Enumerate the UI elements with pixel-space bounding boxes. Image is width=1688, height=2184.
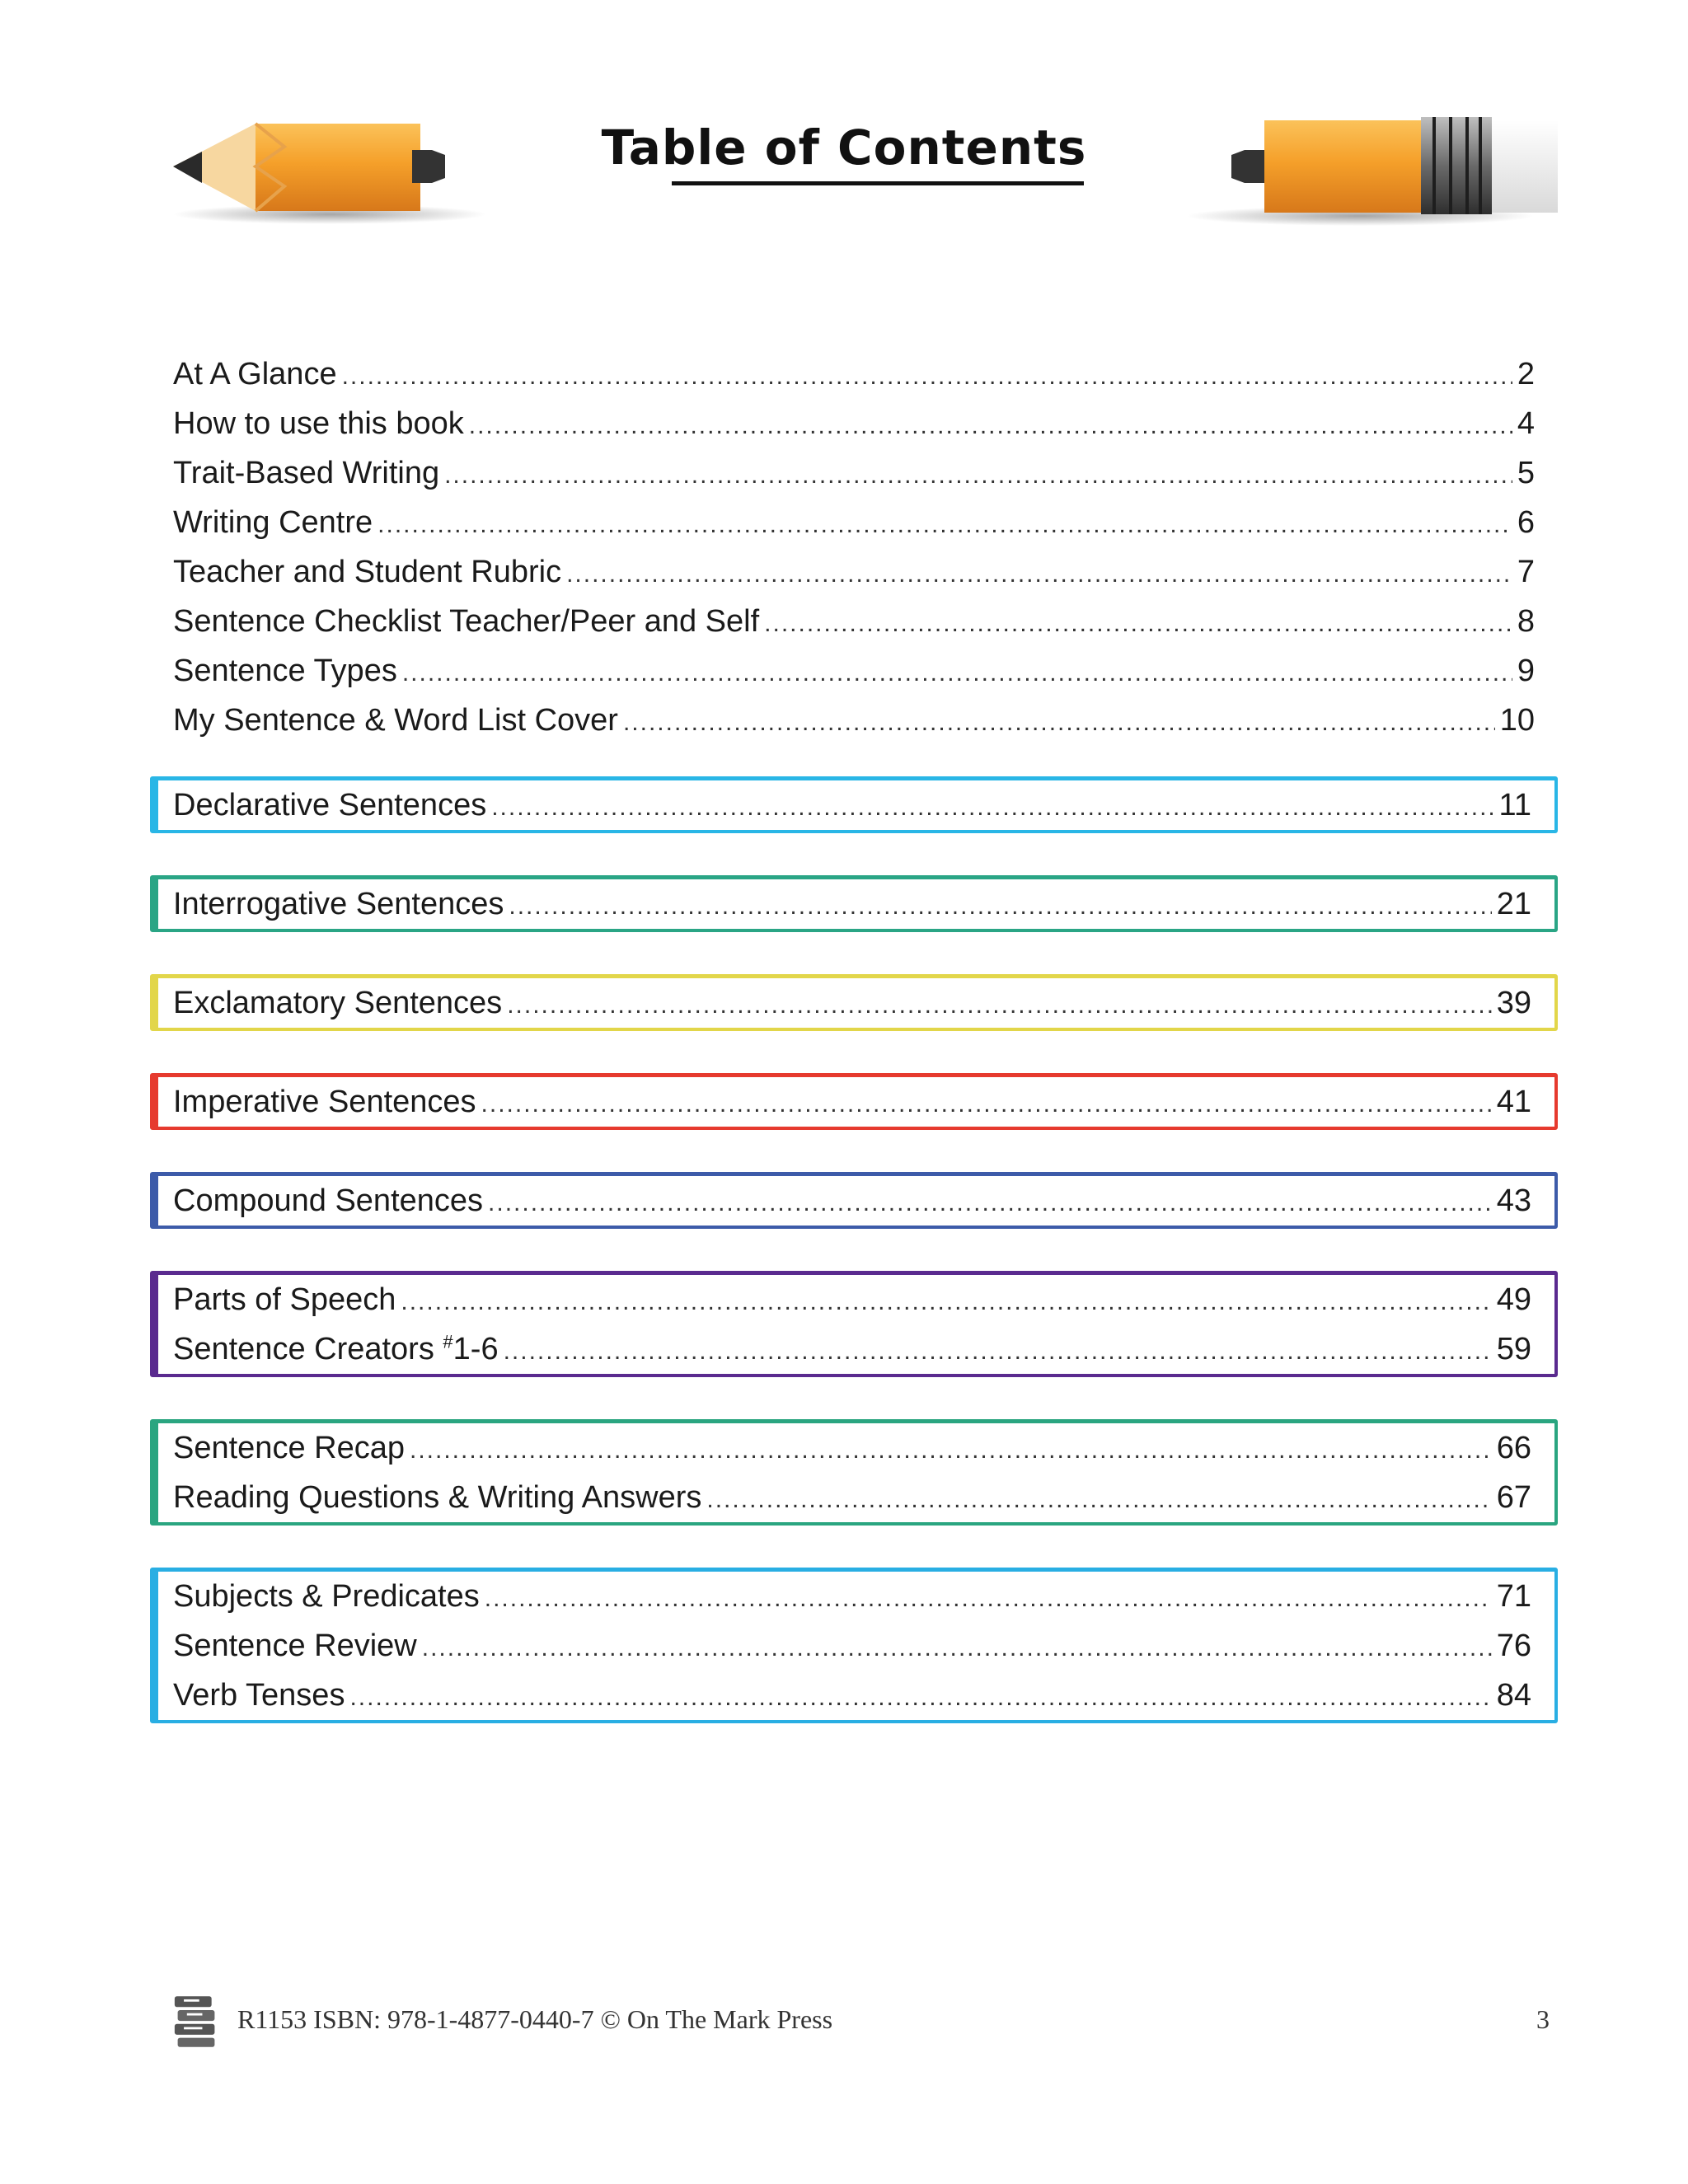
- toc-entry-label: My Sentence & Word List Cover: [173, 703, 618, 738]
- toc-entry-label: Declarative Sentences: [173, 788, 487, 823]
- dot-leader: [349, 1673, 1491, 1722]
- toc-entry-label: Parts of Speech: [173, 1282, 396, 1317]
- title-underline: [672, 181, 1084, 185]
- toc-entry-page: 84: [1496, 1678, 1531, 1713]
- toc-entry[interactable]: [173, 879, 1531, 929]
- dot-leader: [488, 1179, 1492, 1228]
- toc-entry-page: 5: [1517, 456, 1535, 490]
- toc-entry-label: Writing Centre: [173, 505, 373, 540]
- toc-entry-page: 7: [1517, 555, 1535, 589]
- dot-leader: [485, 1574, 1492, 1624]
- section-box-recap: [150, 1419, 1558, 1526]
- toc-entry[interactable]: [173, 448, 1535, 498]
- toc-entry[interactable]: [173, 1275, 1531, 1324]
- toc-entry-label: Interrogative Sentences: [173, 887, 504, 921]
- dot-leader: [706, 1475, 1491, 1525]
- toc-entry-page: 8: [1517, 604, 1535, 639]
- toc-entry[interactable]: [173, 1077, 1531, 1127]
- book-stack-icon: [173, 1994, 219, 2049]
- dot-leader: [444, 451, 1512, 500]
- dot-leader: [469, 401, 1512, 451]
- toc-entry-label: Teacher and Student Rubric: [173, 555, 562, 589]
- section-box-parts-of-speech: [150, 1271, 1558, 1377]
- toc-entry-label: Sentence Creators #1-6: [173, 1331, 499, 1366]
- toc-entry-page: 39: [1496, 986, 1531, 1020]
- toc-entry-page: 43: [1496, 1183, 1531, 1218]
- section-box-interrogative: [150, 875, 1558, 932]
- toc-entry-label: Subjects & Predicates: [173, 1579, 480, 1614]
- toc-entry-label: Imperative Sentences: [173, 1085, 476, 1119]
- toc-entry-page: 67: [1496, 1480, 1531, 1515]
- toc-entry[interactable]: [173, 498, 1535, 547]
- footer-page-number: 3: [1536, 2004, 1550, 2034]
- toc-entry-page: 10: [1499, 703, 1535, 738]
- dot-leader: [623, 698, 1495, 748]
- toc-entry[interactable]: [173, 1473, 1531, 1522]
- dot-leader: [566, 550, 1512, 599]
- toc-entry-label: Sentence Recap: [173, 1431, 405, 1465]
- dot-leader: [342, 352, 1512, 401]
- page-title: Table of Contents: [601, 120, 1087, 176]
- toc-entry-label: Trait-Based Writing: [173, 456, 440, 490]
- dot-leader: [507, 981, 1492, 1030]
- dot-leader: [410, 1426, 1492, 1475]
- toc-entry-label: At A Glance: [173, 357, 337, 391]
- toc-entry[interactable]: [173, 399, 1535, 448]
- toc-entry[interactable]: [173, 1671, 1531, 1720]
- toc-entry[interactable]: [173, 1324, 1531, 1374]
- toc-entry-page: 11: [1498, 788, 1531, 823]
- toc-entry-label: Verb Tenses: [173, 1678, 345, 1713]
- toc-entry[interactable]: [173, 696, 1535, 745]
- toc-entry[interactable]: [173, 780, 1531, 830]
- toc-entry[interactable]: [173, 597, 1535, 646]
- toc-entry-label: Sentence Types: [173, 654, 397, 688]
- toc-main-list: [173, 349, 1535, 745]
- dot-leader: [402, 649, 1512, 698]
- toc-entry-page: 49: [1496, 1282, 1531, 1317]
- toc-entry[interactable]: [173, 1423, 1531, 1473]
- footer-publisher-line: R1153 ISBN: 978-1-4877-0440-7 © On The Mark Press: [237, 2004, 833, 2034]
- toc-entry-page: 66: [1496, 1431, 1531, 1465]
- toc-entry-page: 21: [1496, 887, 1531, 921]
- dot-leader: [481, 1080, 1492, 1129]
- section-box-declarative: [150, 776, 1558, 833]
- toc-entry-page: 71: [1496, 1579, 1531, 1614]
- toc-entry-label: Reading Questions & Writing Answers: [173, 1480, 702, 1515]
- toc-entry-page: 2: [1517, 357, 1535, 391]
- toc-entry-page: 6: [1517, 505, 1535, 540]
- section-box-compound: [150, 1172, 1558, 1229]
- toc-entry-label: Sentence Review: [173, 1629, 417, 1663]
- toc-entry-label: Compound Sentences: [173, 1183, 484, 1218]
- toc-entry[interactable]: [173, 1572, 1531, 1621]
- dot-leader: [491, 783, 1493, 832]
- toc-entry[interactable]: [173, 646, 1535, 696]
- toc-entry[interactable]: [173, 349, 1535, 399]
- toc-entry-label: How to use this book: [173, 406, 464, 441]
- toc-entry[interactable]: [173, 978, 1531, 1028]
- section-box-subjects: [150, 1568, 1558, 1723]
- dot-leader: [509, 882, 1491, 931]
- toc-entry[interactable]: [173, 547, 1535, 597]
- toc-entry-page: 41: [1496, 1085, 1531, 1119]
- toc-entry-page: 59: [1496, 1332, 1531, 1366]
- section-box-exclamatory: [150, 974, 1558, 1031]
- section-box-imperative: [150, 1073, 1558, 1130]
- toc-entry[interactable]: [173, 1176, 1531, 1226]
- pencil-eraser-icon: [1187, 114, 1558, 229]
- toc-entry-page: 76: [1496, 1629, 1531, 1663]
- toc-entry-label: Exclamatory Sentences: [173, 986, 503, 1020]
- toc-entry-page: 4: [1517, 406, 1535, 441]
- dot-leader: [377, 500, 1512, 550]
- toc-entry-page: 9: [1517, 654, 1535, 688]
- toc-entry[interactable]: [173, 1621, 1531, 1671]
- dot-leader: [422, 1624, 1492, 1673]
- dot-leader: [401, 1277, 1491, 1327]
- toc-entry-label: Sentence Checklist Teacher/Peer and Self: [173, 604, 760, 639]
- dot-leader: [504, 1327, 1492, 1376]
- dot-leader: [764, 599, 1512, 649]
